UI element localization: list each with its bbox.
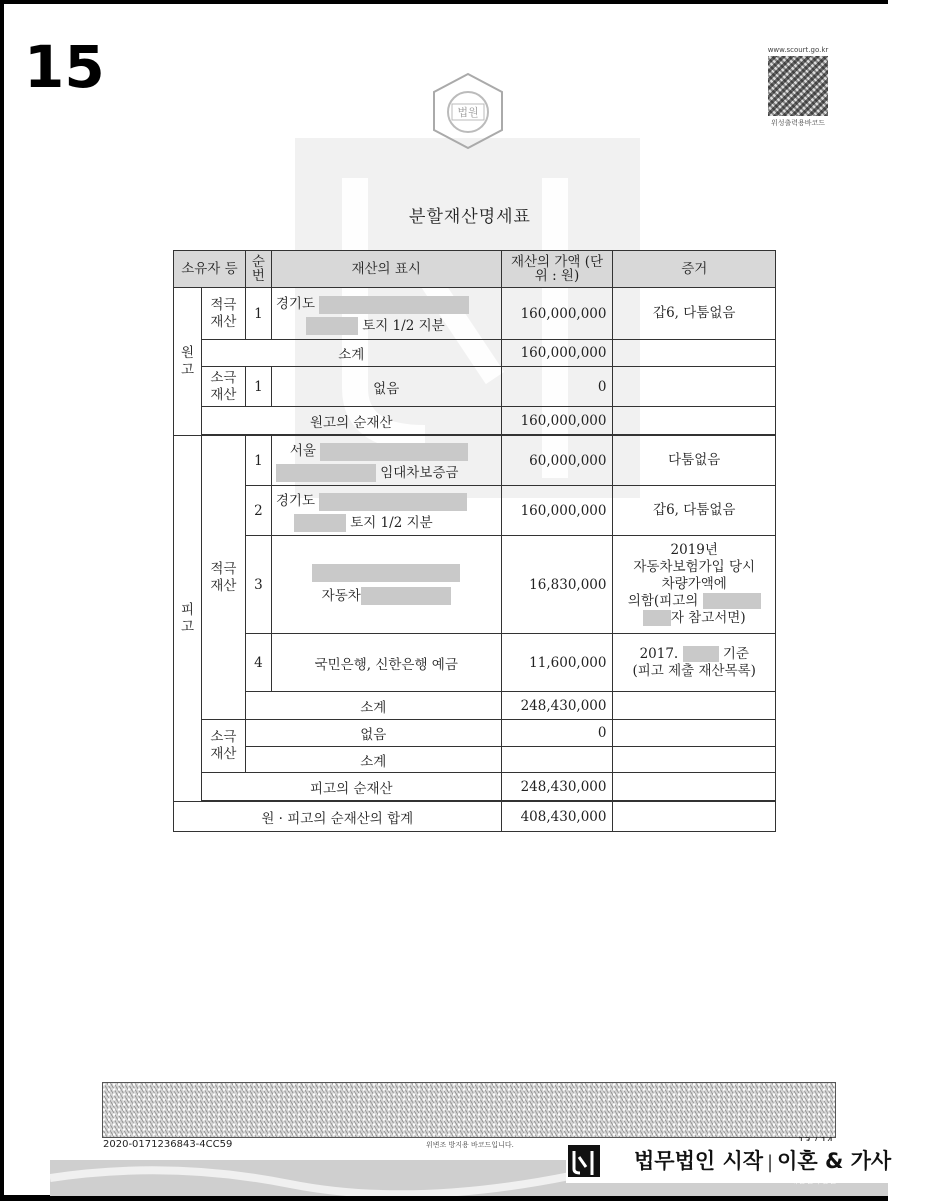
row-desc: 자동차 — [271, 536, 501, 634]
row-value: 0 — [501, 367, 613, 407]
table-row — [174, 802, 776, 832]
court-seal — [428, 70, 508, 152]
table-row — [174, 720, 776, 747]
row-desc: 경기도 토지 1/2 지분 — [271, 288, 501, 340]
net-label: 원고의 순재산 — [201, 407, 501, 435]
plaintiff-label: 원고 — [174, 288, 202, 436]
property-table — [173, 250, 776, 832]
subtotal-label: 소계 — [245, 692, 501, 720]
row-evidence: 2017. 기준 (피고 제출 재산목록) — [613, 634, 776, 692]
row-seq: 1 — [245, 288, 271, 340]
row-seq: 1 — [245, 436, 271, 486]
table-row — [174, 367, 776, 407]
table-row — [174, 340, 776, 367]
row-value: 11,600,000 — [501, 634, 613, 692]
header-owner: 소유자 등 — [174, 251, 246, 288]
qr-caption: 위성출력용바코드 — [770, 119, 826, 127]
subtotal-value: 248,430,000 — [501, 692, 613, 720]
total-value: 408,430,000 — [501, 802, 613, 832]
row-value: 60,000,000 — [501, 436, 613, 486]
document-id: 2020-0171236843-4CC59 — [103, 1139, 233, 1150]
page-number: 15 — [24, 33, 105, 101]
table-row — [174, 634, 776, 692]
redaction-mask — [320, 443, 468, 461]
redaction-mask — [703, 593, 761, 609]
forgery-note: 위변조 방지용 바코드입니다. — [426, 1141, 514, 1149]
document-title: 분할재산명세표 — [409, 207, 531, 227]
row-seq: 1 — [245, 367, 271, 407]
row-evidence: 다툼없음 — [613, 436, 776, 486]
security-barcode — [102, 1082, 836, 1138]
row-desc: 국민은행, 신한은행 예금 — [271, 634, 501, 692]
firm-name: 법무법인 시작 | 이혼 & 가사 — [634, 1149, 892, 1173]
defendant-active-label: 적극 재산 — [201, 436, 245, 720]
redaction-mask — [294, 514, 346, 532]
row-evidence: 2019년 자동차보험가입 당시 차량가액에 의함(피고의 자 참고서면) — [613, 536, 776, 634]
total-label: 원 · 피고의 순재산의 합계 — [174, 802, 502, 832]
row-desc: 경기도 토지 1/2 지분 — [271, 486, 501, 536]
row-value: 16,830,000 — [501, 536, 613, 634]
row-value: 160,000,000 — [501, 288, 613, 340]
row-evidence: 갑6, 다툼없음 — [613, 486, 776, 536]
redaction-mask — [319, 296, 469, 314]
plaintiff-active-label: 적극 재산 — [201, 288, 245, 340]
table-row — [174, 288, 776, 340]
row-desc: 없음 — [271, 367, 501, 407]
table-header-row — [174, 251, 776, 288]
header-desc: 재산의 표시 — [271, 251, 501, 288]
table-row — [174, 773, 776, 801]
header-evidence: 증거 — [613, 251, 776, 288]
row-desc: 없음 — [245, 720, 501, 747]
firm-brand — [566, 1141, 906, 1183]
table-row — [174, 536, 776, 634]
redaction-mask — [643, 610, 671, 626]
row-seq: 3 — [245, 536, 271, 634]
defendant-label: 피고 — [174, 436, 202, 802]
firm-logo-icon — [568, 1145, 600, 1177]
table-row — [174, 747, 776, 773]
subtotal-value: 160,000,000 — [501, 340, 613, 367]
redaction-mask — [312, 564, 460, 582]
defendant-passive-label: 소극 재산 — [201, 720, 245, 773]
redaction-mask — [361, 587, 451, 605]
net-label: 피고의 순재산 — [201, 773, 501, 801]
subtotal-label: 소계 — [201, 340, 501, 367]
header-seq: 순번 — [245, 251, 271, 288]
row-seq: 2 — [245, 486, 271, 536]
row-desc: 서울 임대차보증금 — [271, 436, 501, 486]
redaction-mask — [306, 317, 358, 335]
table-row — [174, 692, 776, 720]
row-value: 0 — [501, 720, 613, 747]
seal-text: 법원 — [457, 106, 479, 119]
redaction-mask — [683, 646, 719, 662]
qr-block — [766, 46, 830, 128]
header-value: 재산의 가액 (단위 : 원) — [501, 251, 613, 288]
right-margin — [888, 0, 940, 1201]
row-seq: 4 — [245, 634, 271, 692]
net-value: 248,430,000 — [501, 773, 613, 801]
subtotal-label: 소계 — [245, 747, 501, 773]
qr-url: www.scourt.go.kr — [767, 46, 829, 54]
qr-code-icon — [768, 56, 828, 116]
table-row — [174, 436, 776, 486]
redaction-mask — [319, 493, 467, 511]
row-value: 160,000,000 — [501, 486, 613, 536]
table-row — [174, 407, 776, 435]
redaction-mask — [276, 464, 376, 482]
net-value: 160,000,000 — [501, 407, 613, 435]
row-evidence: 갑6, 다툼없음 — [613, 288, 776, 340]
table-row — [174, 486, 776, 536]
plaintiff-passive-label: 소극 재산 — [201, 367, 245, 407]
